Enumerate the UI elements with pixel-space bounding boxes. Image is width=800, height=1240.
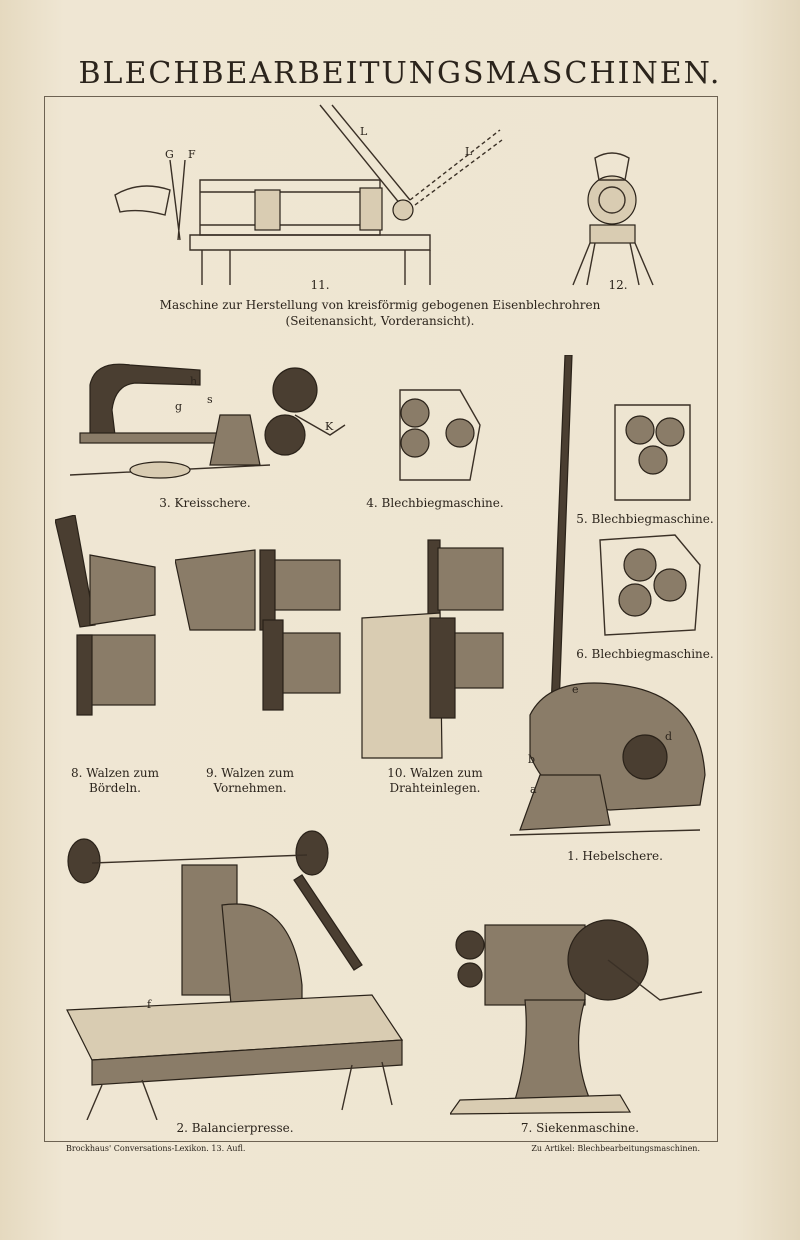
fig4-caption: 4. Blechbiegmaschine.: [366, 496, 504, 510]
label-G: G: [165, 148, 174, 161]
label-F: F: [188, 148, 196, 161]
fig12-illustration: [565, 150, 665, 290]
caption-fig11-12-line1: Maschine zur Herstellung von kreisförmig gebogenen Eisenblechrohren: [159, 298, 601, 312]
fig7-illustration: [450, 900, 710, 1115]
fig2-illustration: [62, 825, 407, 1120]
label-h: h: [190, 375, 198, 388]
fig5-caption: 5. Blechbiegmaschine.: [576, 512, 714, 526]
fig6-caption: 6. Blechbiegmaschine.: [576, 647, 714, 661]
fig8-illustration: [55, 515, 165, 725]
fig4-illustration: [370, 385, 500, 485]
fig9-caption-line2: Vornehmen.: [213, 781, 287, 795]
fig10-illustration: [360, 538, 510, 760]
label-b: b: [528, 753, 536, 766]
caption-fig11-12-line2: (Seitenansicht, Vorderansicht).: [285, 314, 475, 328]
fig3-illustration: [70, 355, 360, 485]
fig7-caption: 7. Siekenmaschine.: [520, 1121, 640, 1135]
fig8-caption-line2: Bördeln.: [89, 781, 141, 795]
label-L2: L: [465, 145, 473, 158]
footer-right: Zu Artikel: Blechbearbeitungsmaschinen.: [531, 1144, 700, 1153]
fig9-illustration: [175, 545, 345, 715]
label-f: f: [147, 998, 152, 1011]
label-s: s: [207, 393, 213, 406]
fig9-caption-line1: 9. Walzen zum: [206, 766, 294, 780]
footer-left: Brockhaus' Conversations-Lexikon. 13. Aufl.: [66, 1144, 246, 1153]
fig12-number: 12.: [608, 278, 628, 292]
fig10-caption-line1: 10. Walzen zum: [387, 766, 483, 780]
fig8-caption-line1: 8. Walzen zum: [71, 766, 159, 780]
plate-title: BLECHBEARBEITUNGSMASCHINEN.: [78, 56, 722, 91]
label-a: a: [530, 783, 537, 796]
fig11-illustration: [110, 100, 530, 290]
label-e: e: [572, 683, 579, 696]
label-d: d: [665, 730, 673, 743]
fig11-number: 11.: [310, 278, 330, 292]
label-L1: L: [360, 125, 368, 138]
label-g: g: [175, 400, 183, 413]
fig2-caption: 2. Balancierpresse.: [176, 1121, 294, 1135]
fig10-caption-line2: Drahteinlegen.: [389, 781, 481, 795]
label-K: K: [325, 420, 334, 433]
fig3-caption: 3. Kreisschere.: [159, 496, 251, 510]
fig1-caption: 1. Hebelschere.: [567, 849, 663, 863]
fig1-illustration: [510, 355, 710, 845]
